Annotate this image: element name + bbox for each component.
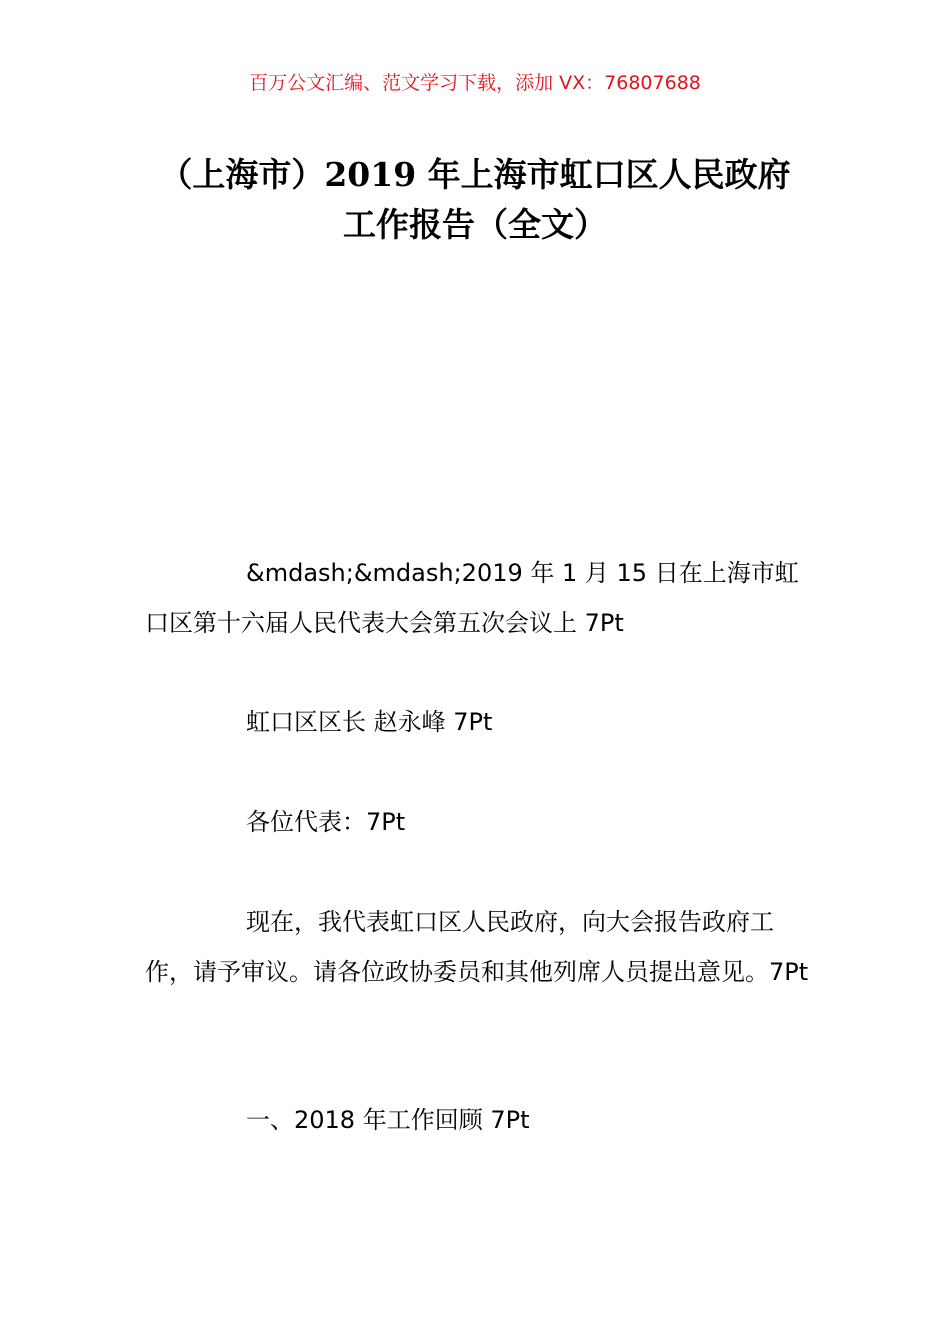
paragraph-intro: 现在，我代表虹口区人民政府，向大会报告政府工作，请予审议。请各位政协委员和其他列席人员提出意见。7Pt (145, 908, 809, 986)
header-watermark-note: 百万公文汇编、范文学习下载，添加 VX：76807688 (249, 72, 701, 94)
paragraph-speaker: 虹口区区长 赵永峰 7Pt (246, 708, 493, 736)
document-title (130, 150, 820, 250)
document-title-line-2: 工作报告（全文） (343, 205, 607, 244)
section-heading-review: 一、2018 年工作回顾 7Pt (246, 1106, 530, 1134)
paragraph-meeting-date: &mdash;&mdash;2019 年 1 月 15 日在上海市虹口区第十六届人民代表大会第五次会议上 7Pt (145, 559, 799, 637)
paragraph-salutation: 各位代表：7Pt (246, 808, 406, 836)
document-title-line-1: （上海市）2019 年上海市虹口区人民政府 (159, 155, 791, 194)
